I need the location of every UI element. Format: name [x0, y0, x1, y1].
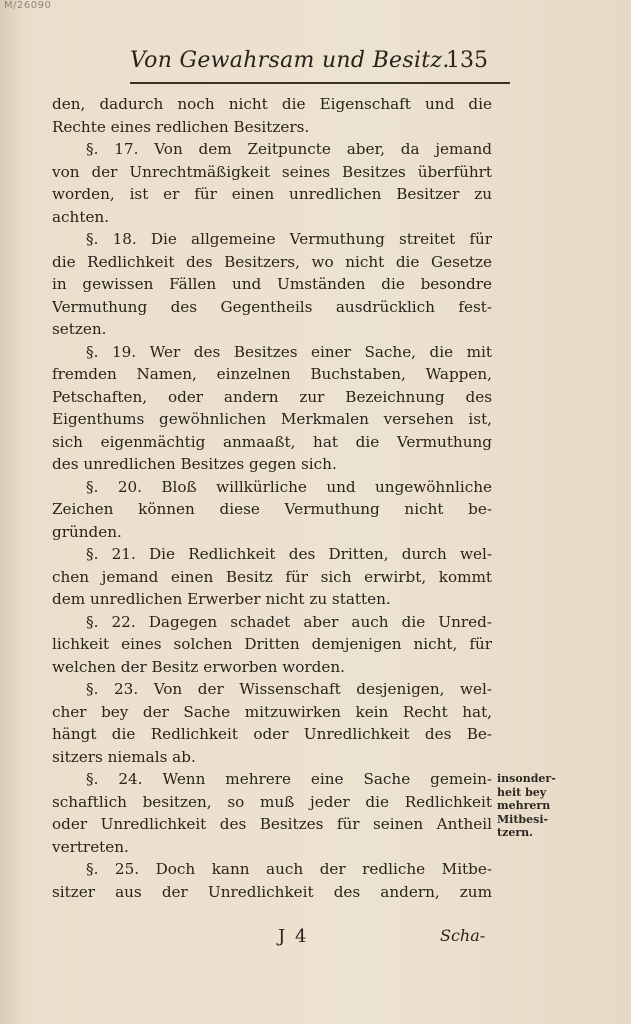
text-line: sitzers niemals ab.: [52, 747, 196, 766]
text-line: §. 19. Wer des Besitzes einer Sache, die mit: [86, 342, 492, 361]
margin-note-line: Mitbesi-: [497, 812, 549, 826]
text-line: sich eigenmächtig anmaaßt, hat die Vermuthung: [52, 432, 492, 451]
text-line: Petschaften, oder andern zur Bezeichnung des: [52, 387, 492, 406]
text-line: Zeichen können diese Vermuthung nicht be-: [52, 500, 492, 518]
page-number: 135: [446, 48, 488, 73]
text-line: schaftlich besitzen, so muß jeder die Redlichkeit: [52, 792, 492, 811]
text-line: §. 17. Von dem Zeitpuncte aber, da jemand: [86, 140, 492, 158]
text-line: hängt die Redlichkeit oder Unredlichkeit des Be-: [52, 725, 492, 743]
text-line: dem unredlichen Erwerber nicht zu statten.: [52, 590, 391, 608]
text-line: achten.: [52, 207, 110, 226]
text-line: von der Unrechtmäßigkeit seines Besitzes überführt: [52, 162, 492, 181]
text-line: den, dadurch noch nicht die Eigenschaft und die: [52, 95, 492, 113]
text-line: lichkeit eines solchen Dritten demjenigen nicht, für: [52, 635, 492, 653]
signature-mark: J 4: [278, 926, 309, 947]
text-line: gründen.: [52, 522, 122, 541]
margin-note-line: insonder-: [497, 772, 556, 785]
body-text: [52, 93, 492, 903]
text-line: Vermuthung des Gegentheils ausdrücklich fest-: [52, 297, 492, 316]
text-line: cher bey der Sache mitzuwirken kein Recht hat,: [52, 702, 492, 721]
text-line: §. 25. Doch kann auch der redliche Mitbe-: [86, 860, 492, 878]
text-line: Rechte eines redlichen Besitzers.: [52, 117, 310, 136]
header-title: Von Gewahrsam und Besitz.: [130, 48, 450, 73]
text-line: oder Unredlichkeit des Besitzes für seinen Antheil: [52, 815, 492, 833]
text-line: die Redlichkeit des Besitzers, wo nicht die Gesetze: [52, 252, 492, 271]
catchword: Scha-: [440, 926, 486, 945]
text-line: Eigenthums gewöhnlichen Merkmalen versehen ist,: [52, 410, 492, 428]
margin-note-line: tzern.: [497, 826, 533, 839]
text-line: in gewissen Fällen und Umständen die besondre: [52, 275, 492, 293]
text-line: vertreten.: [52, 837, 129, 856]
margin-note-line: mehrern: [497, 799, 551, 812]
text-line: worden, ist er für einen unredlichen Besitzer zu: [52, 185, 492, 203]
text-line: §. 23. Von der Wissenschaft desjenigen, wel-: [86, 680, 492, 698]
library-stamp: M/26090: [4, 0, 52, 11]
text-line: setzen.: [52, 320, 107, 338]
margin-note: [497, 772, 559, 840]
running-header: [130, 46, 510, 84]
text-line: chen jemand einen Besitz für sich erwirbt, kommt: [52, 567, 492, 586]
text-line: sitzer aus der Unredlichkeit des andern, zum: [52, 882, 492, 901]
text-line: §. 18. Die allgemeine Vermuthung streitet für: [86, 230, 492, 248]
text-line: §. 21. Die Redlichkeit des Dritten, durch wel-: [86, 545, 492, 563]
text-line: §. 20. Bloß willkürliche und ungewöhnliche: [86, 477, 492, 496]
text-line: §. 24. Wenn mehrere eine Sache gemein-: [86, 770, 492, 788]
margin-note-line: heit bey: [497, 785, 547, 799]
text-line: §. 22. Dagegen schadet aber auch die Unred-: [86, 612, 492, 631]
text-line: des unredlichen Besitzes gegen sich.: [52, 455, 337, 473]
text-line: fremden Namen, einzelnen Buchstaben, Wappen,: [52, 365, 492, 383]
text-line: welchen der Besitz erworben worden.: [52, 657, 345, 676]
